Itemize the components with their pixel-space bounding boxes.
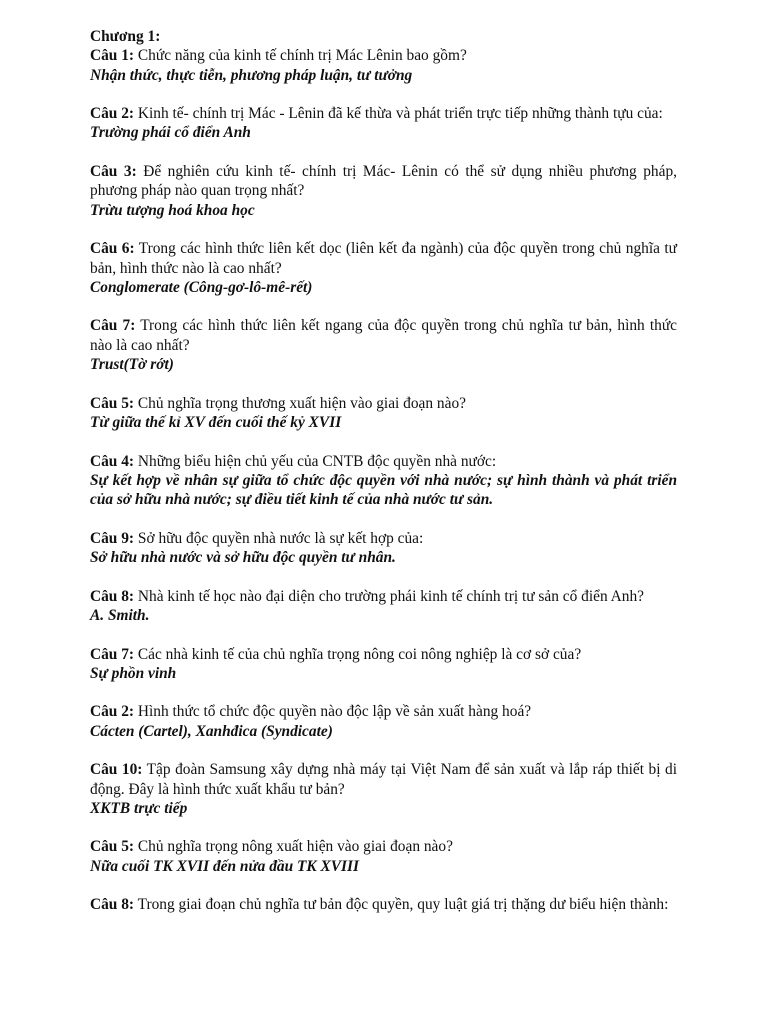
question-text <box>90 529 677 548</box>
answer-text: Trường phái cổ điển Anh <box>90 124 251 142</box>
answer-text: A. Smith. <box>90 606 150 624</box>
question-text <box>90 452 677 471</box>
question-label: Câu 3: <box>90 163 137 181</box>
question-text <box>90 895 677 914</box>
question-label: Câu 9: <box>90 529 135 547</box>
question-body: Kinh tế- chính trị Mác - Lênin đã kế thừa và phát triển trực tiếp những thành tựu của: <box>137 105 663 123</box>
answer-text: Nhận thức, thực tiễn, phương pháp luận, tư tưởng <box>90 66 413 84</box>
question-body: Trong các hình thức liên kết dọc (liên kết đa ngành) của độc quyền trong chủ nghĩa tư bản, hình thức nào là cao nhất? <box>90 240 677 277</box>
question-label: Câu 4: <box>90 452 135 470</box>
question-text <box>90 162 677 201</box>
question-label: Câu 10: <box>90 761 143 779</box>
chapter-heading: Chương 1: <box>90 28 161 45</box>
question-body: Chủ nghĩa trọng thương xuất hiện vào giai đoạn nào? <box>137 394 466 412</box>
question-body: Trong giai đoạn chủ nghĩa tư bản độc quyền, quy luật giá trị thặng dư biểu hiện thành: <box>137 896 669 914</box>
qa-item <box>90 587 677 626</box>
qa-item <box>90 895 677 914</box>
answer-text: XKTB trực tiếp <box>90 799 188 817</box>
question-label: Câu 8: <box>90 896 135 914</box>
question-text <box>90 837 677 856</box>
question-label: Câu 5: <box>90 394 135 412</box>
answer-text: Sự kết hợp về nhân sự giữa tổ chức độc quyền với nhà nước; sự hình thành và phát triển của sở hữu nhà nước; sự điều tiết kinh tế của nhà nước tư sản. <box>90 471 677 509</box>
answer-text: Sự phồn vinh <box>90 664 177 682</box>
document-page <box>90 27 677 934</box>
qa-item <box>90 529 677 568</box>
question-text <box>90 760 677 799</box>
question-text <box>90 702 677 721</box>
question-text <box>90 587 677 606</box>
question-body: Chức năng của kinh tế chính trị Mác Lênin bao gồm? <box>137 47 467 65</box>
qa-item <box>90 46 677 85</box>
question-label: Câu 8: <box>90 587 135 605</box>
question-body: Tập đoàn Samsung xây dựng nhà máy tại Việt Nam để sản xuất và lắp ráp thiết bị di động. Đây là hình thức xuất khẩu tư bản? <box>90 761 678 798</box>
question-label: Câu 5: <box>90 838 135 856</box>
qa-item <box>90 702 677 741</box>
qa-item <box>90 645 677 684</box>
question-label: Câu 2: <box>90 105 135 123</box>
question-label: Câu 7: <box>90 317 136 335</box>
question-body: Chủ nghĩa trọng nông xuất hiện vào giai đoạn nào? <box>137 838 453 856</box>
question-label: Câu 6: <box>90 240 135 258</box>
question-label: Câu 7: <box>90 645 135 663</box>
answer-text: Trừu tượng hoá khoa học <box>90 201 255 219</box>
qa-item <box>90 760 677 818</box>
question-text <box>90 46 677 65</box>
answer-text: Cácten (Cartel), Xanhđica (Syndicate) <box>90 722 333 740</box>
question-text <box>90 239 677 278</box>
question-text <box>90 104 677 123</box>
question-body: Trong các hình thức liên kết ngang của độc quyền trong chủ nghĩa tư bản, hình thức nào là cao nhất? <box>90 317 678 354</box>
qa-item <box>90 239 677 297</box>
question-body: Nhà kinh tế học nào đại diện cho trường phái kinh tế chính trị tư sản cổ điển Anh? <box>137 587 644 605</box>
qa-item <box>90 394 677 433</box>
question-label: Câu 2: <box>90 703 135 721</box>
question-body: Hình thức tổ chức độc quyền nào độc lập về sản xuất hàng hoá? <box>137 703 532 721</box>
qa-item <box>90 316 677 374</box>
question-body: Các nhà kinh tế của chủ nghĩa trọng nông coi nông nghiệp là cơ sở của? <box>137 645 582 663</box>
qa-item <box>90 104 677 143</box>
question-label: Câu 1: <box>90 47 135 65</box>
question-text <box>90 316 677 355</box>
qa-item <box>90 162 677 220</box>
question-text <box>90 394 677 413</box>
qa-item <box>90 837 677 876</box>
answer-text: Sở hữu nhà nước và sở hữu độc quyền tư nhân. <box>90 549 396 567</box>
qa-item <box>90 452 677 510</box>
answer-text: Từ giữa thế kỉ XV đến cuối thế kỷ XVII <box>90 413 342 431</box>
answer-text: Conglomerate (Công-gơ-lô-mê-rết) <box>90 278 313 296</box>
question-body: Sở hữu độc quyền nhà nước là sự kết hợp của: <box>137 529 424 547</box>
question-body: Để nghiên cứu kinh tế- chính trị Mác- Lênin có thể sử dụng nhiều phương pháp, phương pháp nào quan trọng nhất? <box>90 163 677 200</box>
answer-text: Nữa cuối TK XVII đến nửa đầu TK XVIII <box>90 857 360 875</box>
question-body: Những biểu hiện chủ yếu của CNTB độc quyền nhà nước: <box>137 452 497 470</box>
answer-text: Trust(Tờ rớt) <box>90 356 174 374</box>
question-text <box>90 645 677 664</box>
